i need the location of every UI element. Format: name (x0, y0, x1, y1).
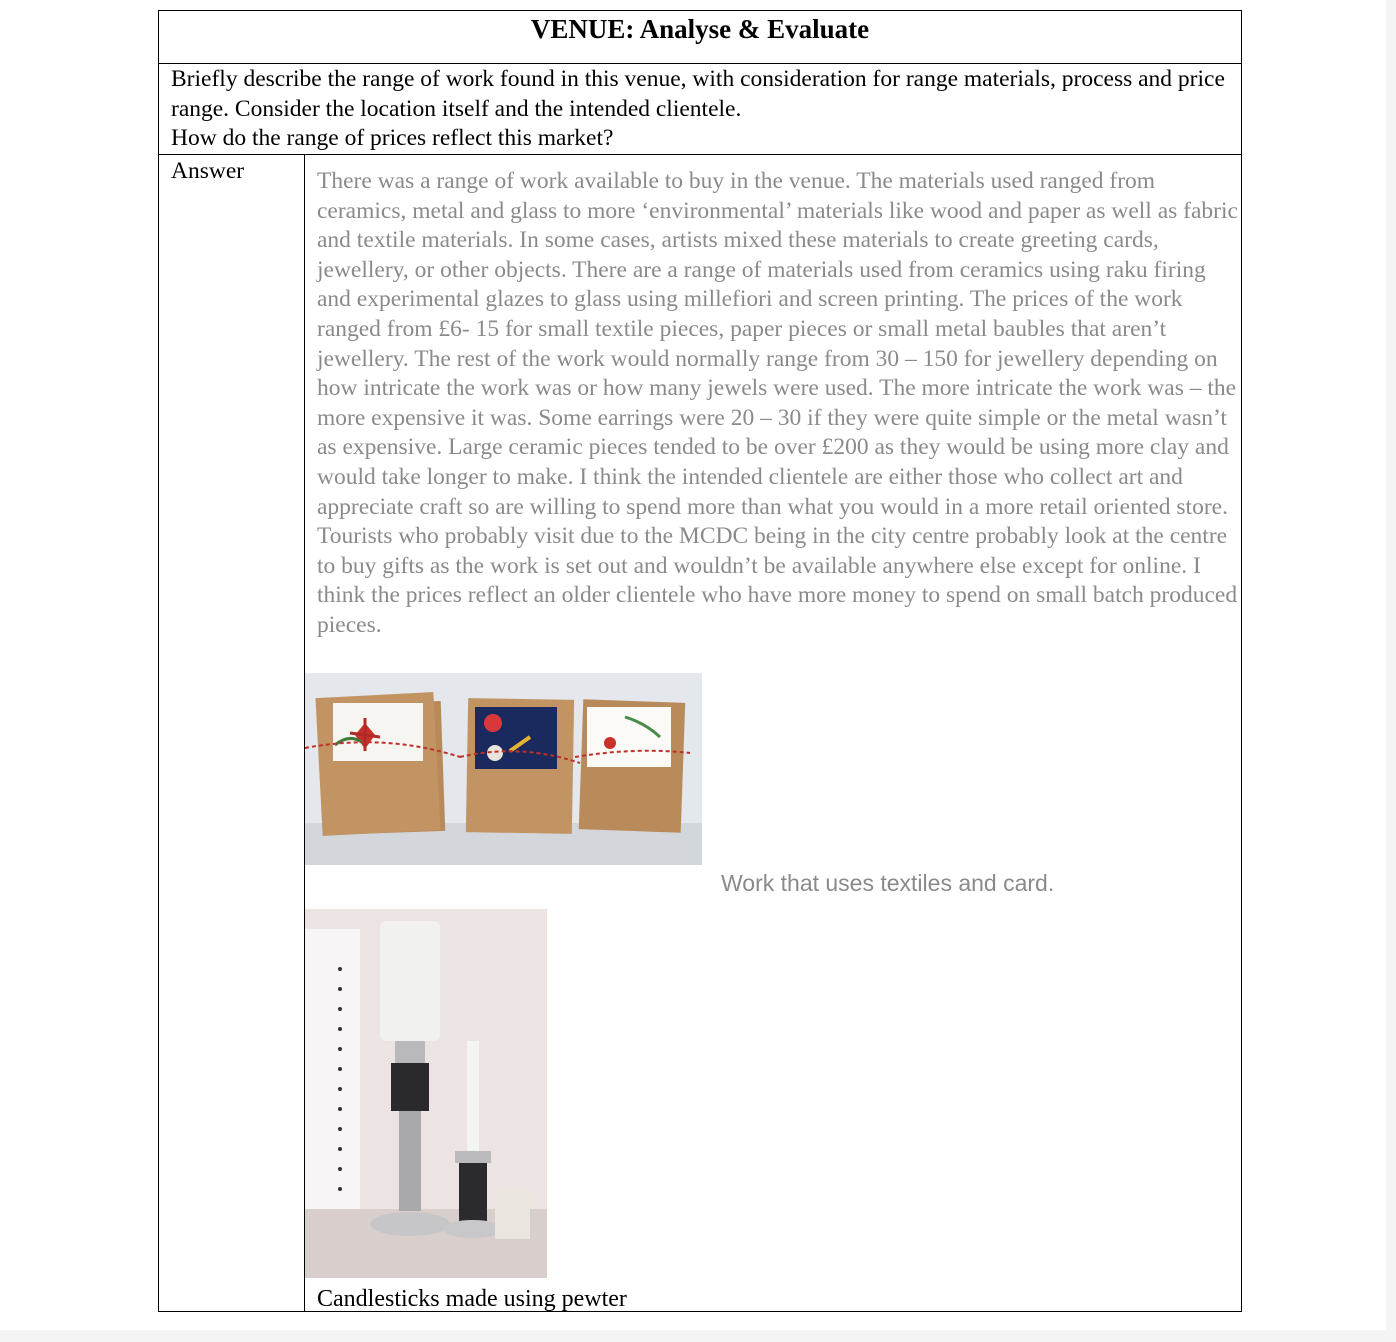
greeting-cards-photo (305, 673, 702, 865)
answer-label-cell (159, 155, 305, 1311)
greeting-cards-illustration (305, 673, 702, 865)
answer-text-block (317, 167, 1239, 641)
candlesticks-photo (305, 909, 547, 1278)
candlesticks-caption: Candlesticks made using pewter (317, 1286, 627, 1312)
question-row (159, 64, 1241, 155)
window-edge (1386, 0, 1396, 1342)
table-title-row (159, 11, 1241, 64)
answer-label: Answer (171, 158, 245, 184)
cards-caption: Work that uses textiles and card. (721, 870, 1055, 896)
answer-paragraph: There was a range of work available to buy in the venue. The materials used ranged from ceramics, metal and glass to more ‘environmental’ materials like wood and paper as well as fabric and textile materials. In some cases, artists mixed these materials to create greeting cards, jewellery, or other objects. There are a range of materials used from ceramics using raku firing and experimental glazes to glass using millefiori and screen printing. The prices of the work ranged from £6- 15 for small textile pieces, paper pieces or small metal baubles that aren’t jewellery. The rest of the work would normally range from 30 – 150 for jewellery depending on how intricate the work was or how many jewels were used. The more intricate the work was – the more expensive it was. Some earrings were 20 – 30 if they were quite simple or the metal wasn’t as expensive. Large ceramic pieces tended to be over £200 as they would be using more clay and would take longer to make. I think the intended clientele are either those who collect art and appreciate craft so are willing to spend more than what you would in a more retail oriented store. Tourists who probably visit due to the MCDC being in the city centre probably look at the centre to buy gifts as the work is set out and wouldn’t be available anywhere else except for online. I think the prices reflect an older clientele who have more money to spend on small batch produced pieces. (317, 168, 1238, 638)
candlesticks-illustration (305, 909, 547, 1278)
table-title: VENUE: Analyse & Evaluate (530, 14, 870, 44)
question-text: Briefly describe the range of work found in this venue, with consideration for range materials, process and price range. Consider the location itself and the intended clientele. (171, 66, 1225, 122)
question-subtext: How do the range of prices reflect this market? (171, 125, 614, 151)
